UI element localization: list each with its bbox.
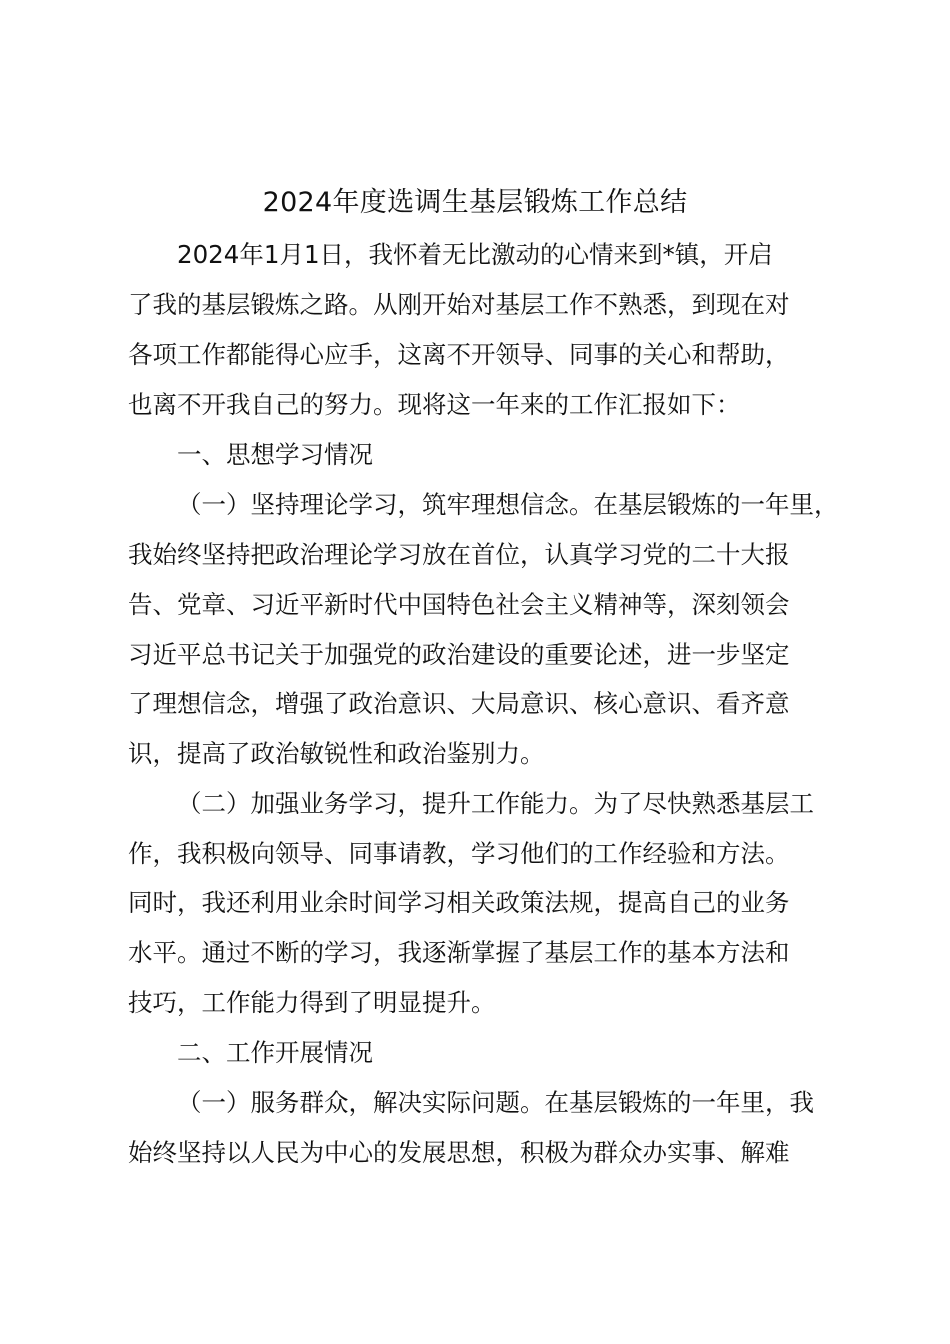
paragraph-1-1-line-3: 告、党章、习近平新时代中国特色社会主义精神等，深刻领会 [128, 590, 790, 619]
paragraph-1-1-line-1: （一）坚持理论学习，筑牢理想信念。在基层锻炼的一年里， [177, 490, 839, 519]
paragraph-1-1-line-6: 识，提高了政治敏锐性和政治鉴别力。 [128, 739, 545, 768]
paragraph-1-2-line-5: 技巧，工作能力得到了明显提升。 [128, 988, 496, 1017]
paragraph-2-1-line-2: 始终坚持以人民为中心的发展思想，积极为群众办实事、解难 [128, 1138, 790, 1167]
paragraph-intro-line-1: 2024年1月1日，我怀着无比激动的心情来到*镇，开启 [177, 240, 773, 269]
paragraph-1-1-line-5: 了理想信念，增强了政治意识、大局意识、核心意识、看齐意 [128, 689, 790, 718]
paragraph-1-1-line-4: 习近平总书记关于加强党的政治建设的重要论述，进一步坚定 [128, 640, 790, 669]
paragraph-intro-line-2: 了我的基层锻炼之路。从刚开始对基层工作不熟悉，到现在对 [128, 290, 790, 319]
paragraph-1-2-line-4: 水平。通过不断的学习，我逐渐掌握了基层工作的基本方法和 [128, 938, 790, 967]
paragraph-1-2-line-3: 同时，我还利用业余时间学习相关政策法规，提高自己的业务 [128, 888, 790, 917]
document-title: 2024年度选调生基层锻炼工作总结 [262, 187, 688, 218]
paragraph-intro-line-4: 也离不开我自己的努力。现将这一年来的工作汇报如下： [128, 390, 741, 419]
paragraph-2-1-line-1: （一）服务群众，解决实际问题。在基层锻炼的一年里，我 [177, 1088, 814, 1117]
paragraph-1-2-line-2: 作，我积极向领导、同事请教，学习他们的工作经验和方法。 [128, 839, 790, 868]
paragraph-1-2-line-1: （二）加强业务学习，提升工作能力。为了尽快熟悉基层工 [177, 789, 814, 818]
paragraph-intro-line-3: 各项工作都能得心应手，这离不开领导、同事的关心和帮助， [128, 340, 790, 369]
paragraph-1-1-line-2: 我始终坚持把政治理论学习放在首位，认真学习党的二十大报 [128, 540, 790, 569]
section-heading-2: 二、工作开展情况 [177, 1038, 373, 1067]
section-heading-1: 一、思想学习情况 [177, 440, 373, 469]
